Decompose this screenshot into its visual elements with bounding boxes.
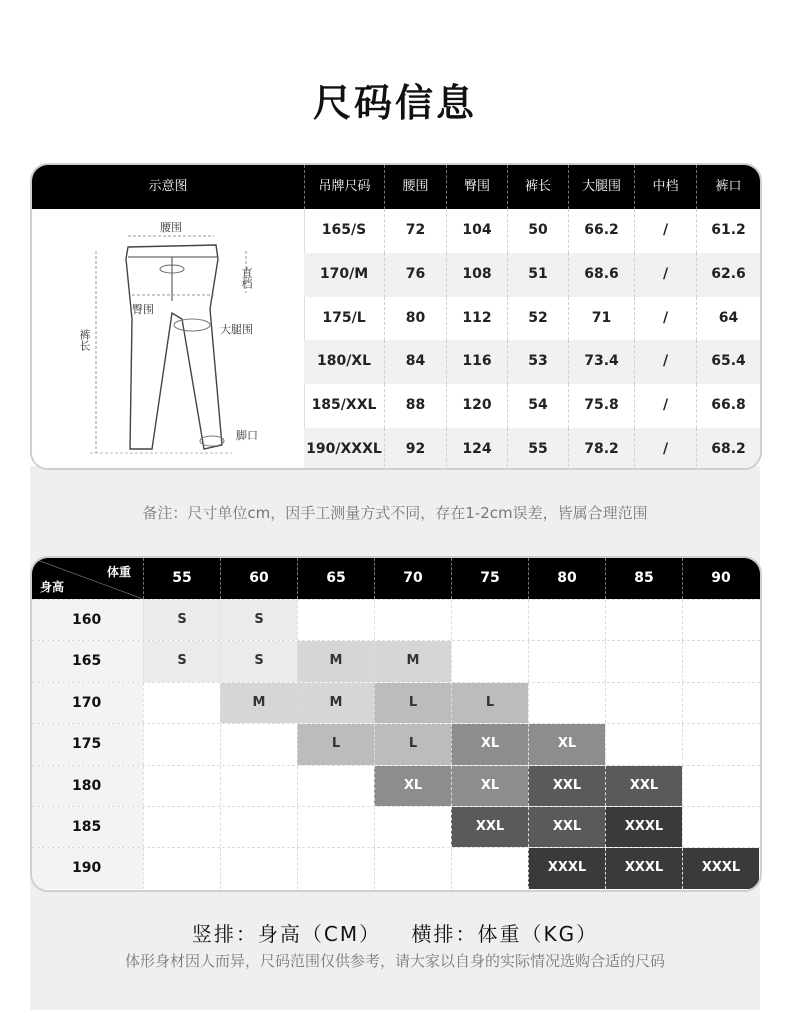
diagram-label-rise: 直档 bbox=[240, 267, 253, 289]
height-label: 180 bbox=[32, 766, 143, 806]
recommended-size-cell bbox=[682, 683, 759, 723]
size-row bbox=[304, 297, 760, 341]
size-cell-waist: 76 bbox=[384, 253, 446, 297]
recommended-size-cell bbox=[682, 600, 759, 640]
recommended-size-cell: L bbox=[297, 724, 374, 764]
header-thigh: 大腿围 bbox=[568, 165, 634, 209]
page-title: 尺码信息 bbox=[312, 81, 477, 125]
size-cell-hip: 124 bbox=[446, 428, 507, 470]
size-cell-thigh: 68.6 bbox=[568, 253, 634, 297]
recommended-size-cell bbox=[297, 600, 374, 640]
legend-horizontal: 横排：体重（KG） bbox=[411, 922, 599, 946]
recommended-size-cell bbox=[374, 848, 451, 888]
size-cell-hem: 66.8 bbox=[696, 384, 760, 428]
size-cell-hem: 68.2 bbox=[696, 428, 760, 470]
legend-vertical: 竖排：身高（CM） bbox=[191, 922, 382, 946]
height-label: 190 bbox=[32, 848, 143, 888]
recommended-size-cell bbox=[605, 641, 682, 681]
recommended-size-cell bbox=[605, 600, 682, 640]
recommended-size-cell bbox=[528, 683, 605, 723]
recommended-size-cell: S bbox=[143, 600, 220, 640]
size-cell-waist: 88 bbox=[384, 384, 446, 428]
size-cell-thigh: 75.8 bbox=[568, 384, 634, 428]
recommended-size-cell: XL bbox=[528, 724, 605, 764]
recommended-size-cell bbox=[682, 641, 759, 681]
size-cell-tag-size: 180/XL bbox=[316, 353, 372, 370]
recommended-size-cell bbox=[682, 807, 759, 847]
height-label: 185 bbox=[32, 807, 143, 847]
recommended-size-cell bbox=[297, 766, 374, 806]
size-cell-length: 53 bbox=[507, 340, 568, 384]
size-cell-thigh: 71 bbox=[568, 297, 634, 341]
size-cell-hem: 64 bbox=[696, 297, 760, 341]
size-cell-knee: / bbox=[634, 384, 696, 428]
corner-weight-label: 体重 bbox=[106, 565, 131, 579]
size-cell-waist: 72 bbox=[384, 209, 446, 253]
size-cell-length: 52 bbox=[507, 297, 568, 341]
recommended-size-cell bbox=[451, 641, 528, 681]
size-row bbox=[304, 209, 760, 253]
size-cell-hip: 112 bbox=[446, 297, 507, 341]
size-cell-thigh: 78.2 bbox=[568, 428, 634, 470]
size-cell-knee: / bbox=[634, 297, 696, 341]
recommended-size-cell bbox=[143, 807, 220, 847]
recommended-size-cell: XXL bbox=[605, 766, 682, 806]
size-cell-waist: 80 bbox=[384, 297, 446, 341]
recommended-size-cell: XL bbox=[451, 766, 528, 806]
size-cell-tag-size: 185/XXL bbox=[311, 397, 377, 414]
recommended-size-cell: XXL bbox=[528, 766, 605, 806]
diagram-label-hem: 脚口 bbox=[236, 429, 258, 442]
recommended-size-cell: M bbox=[297, 683, 374, 723]
height-row bbox=[32, 806, 760, 847]
size-cell-length: 51 bbox=[507, 253, 568, 297]
height-row bbox=[32, 682, 760, 723]
header-hip: 臀围 bbox=[446, 165, 507, 209]
weight-header-cell: 90 bbox=[682, 558, 759, 599]
recommended-size-cell bbox=[451, 600, 528, 640]
recommended-size-cell bbox=[682, 766, 759, 806]
recommended-size-cell: XL bbox=[374, 766, 451, 806]
size-row bbox=[304, 340, 760, 384]
recommended-size-cell bbox=[605, 724, 682, 764]
weight-header-cell: 60 bbox=[220, 558, 297, 599]
recommended-size-cell: M bbox=[374, 641, 451, 681]
height-row bbox=[32, 723, 760, 764]
recommended-size-cell bbox=[528, 641, 605, 681]
size-cell-hem: 61.2 bbox=[696, 209, 760, 253]
recommendation-body bbox=[32, 599, 760, 889]
recommended-size-cell bbox=[143, 724, 220, 764]
recommended-size-cell: XXXL bbox=[528, 848, 605, 888]
recommended-size-cell: XL bbox=[451, 724, 528, 764]
pants-diagram bbox=[32, 209, 305, 468]
height-row bbox=[32, 640, 760, 681]
recommended-size-cell bbox=[374, 807, 451, 847]
height-label: 170 bbox=[32, 683, 143, 723]
height-row bbox=[32, 599, 760, 640]
diagram-label-hip: 臀围 bbox=[132, 303, 154, 316]
size-cell-thigh: 66.2 bbox=[568, 209, 634, 253]
diagram-label-length: 裤长 bbox=[78, 329, 91, 351]
size-cell-knee: / bbox=[634, 253, 696, 297]
recommended-size-cell bbox=[143, 766, 220, 806]
size-cell-waist: 84 bbox=[384, 340, 446, 384]
size-row bbox=[304, 384, 760, 428]
grid-corner bbox=[32, 558, 143, 599]
recommended-size-cell: L bbox=[374, 683, 451, 723]
recommended-size-cell bbox=[297, 807, 374, 847]
size-cell-tag-size: 165/S bbox=[321, 222, 367, 238]
size-table bbox=[30, 163, 762, 470]
height-label: 175 bbox=[32, 724, 143, 764]
header-length: 裤长 bbox=[507, 165, 568, 209]
size-cell-hip: 104 bbox=[446, 209, 507, 253]
recommended-size-cell: L bbox=[451, 683, 528, 723]
header-tag-size: 吊牌尺码 bbox=[304, 165, 384, 209]
weight-header-cell: 65 bbox=[297, 558, 374, 599]
size-cell-tag-size: 175/L bbox=[322, 309, 366, 326]
header-hem: 裤口 bbox=[696, 165, 760, 209]
size-cell-length: 55 bbox=[507, 428, 568, 470]
recommended-size-cell: XXXL bbox=[682, 848, 759, 888]
header-knee: 中档 bbox=[634, 165, 696, 209]
recommended-size-cell: XXL bbox=[451, 807, 528, 847]
size-cell-tag-size: 190/XXXL bbox=[306, 440, 382, 457]
recommended-size-cell bbox=[528, 600, 605, 640]
recommended-size-cell bbox=[374, 600, 451, 640]
pants-illustration bbox=[32, 209, 304, 468]
weight-header-cell: 85 bbox=[605, 558, 682, 599]
recommended-size-cell: L bbox=[374, 724, 451, 764]
height-label: 160 bbox=[32, 600, 143, 640]
weight-header-cell: 70 bbox=[374, 558, 451, 599]
size-cell-hip: 116 bbox=[446, 340, 507, 384]
height-label: 165 bbox=[32, 641, 143, 681]
height-row bbox=[32, 765, 760, 806]
recommended-size-cell: XXL bbox=[528, 807, 605, 847]
size-cell-knee: / bbox=[634, 428, 696, 470]
recommended-size-cell bbox=[143, 683, 220, 723]
recommended-size-cell bbox=[143, 848, 220, 888]
size-cell-waist: 92 bbox=[384, 428, 446, 470]
size-disclaimer: 体形身材因人而异，尺码范围仅供参考，请大家以自身的实际情况选购合适的尺码 bbox=[124, 952, 665, 970]
size-cell-tag-size: 170/M bbox=[319, 265, 369, 282]
recommended-size-cell bbox=[220, 807, 297, 847]
recommended-size-cell: M bbox=[220, 683, 297, 723]
recommended-size-cell bbox=[297, 848, 374, 888]
size-cell-length: 54 bbox=[507, 384, 568, 428]
size-table-header bbox=[32, 165, 760, 209]
recommended-size-cell: S bbox=[143, 641, 220, 681]
recommended-size-cell bbox=[682, 724, 759, 764]
size-cell-hip: 120 bbox=[446, 384, 507, 428]
size-row bbox=[304, 253, 760, 297]
size-cell-hem: 62.6 bbox=[696, 253, 760, 297]
header-waist: 腰围 bbox=[384, 165, 446, 209]
size-table-body bbox=[304, 209, 760, 470]
measurement-note: 备注：尺寸单位cm，因手工测量方式不同，存在1-2cm误差，皆属合理范围 bbox=[142, 504, 648, 522]
recommended-size-cell bbox=[605, 683, 682, 723]
weight-header-cell: 55 bbox=[143, 558, 220, 599]
size-cell-knee: / bbox=[634, 209, 696, 253]
recommended-size-cell: S bbox=[220, 641, 297, 681]
recommended-size-cell bbox=[220, 766, 297, 806]
size-cell-hem: 65.4 bbox=[696, 340, 760, 384]
corner-height-label: 身高 bbox=[40, 580, 65, 594]
recommended-size-cell: S bbox=[220, 600, 297, 640]
weight-header-cell: 75 bbox=[451, 558, 528, 599]
diagram-label-waist: 腰围 bbox=[160, 221, 182, 234]
recommended-size-cell: M bbox=[297, 641, 374, 681]
recommended-size-cell bbox=[220, 724, 297, 764]
recommended-size-cell: XXXL bbox=[605, 848, 682, 888]
diagram-label-thigh: 大腿围 bbox=[220, 323, 253, 336]
size-row bbox=[304, 428, 760, 470]
axis-legend bbox=[0, 918, 790, 947]
recommended-size-cell: XXXL bbox=[605, 807, 682, 847]
recommended-size-cell bbox=[451, 848, 528, 888]
size-cell-length: 50 bbox=[507, 209, 568, 253]
weight-header-row bbox=[32, 558, 760, 599]
height-row bbox=[32, 847, 760, 888]
size-cell-hip: 108 bbox=[446, 253, 507, 297]
size-cell-knee: / bbox=[634, 340, 696, 384]
size-recommendation-grid bbox=[30, 556, 762, 892]
recommended-size-cell bbox=[220, 848, 297, 888]
weight-header-cell: 80 bbox=[528, 558, 605, 599]
header-diagram: 示意图 bbox=[148, 179, 188, 194]
size-cell-thigh: 73.4 bbox=[568, 340, 634, 384]
